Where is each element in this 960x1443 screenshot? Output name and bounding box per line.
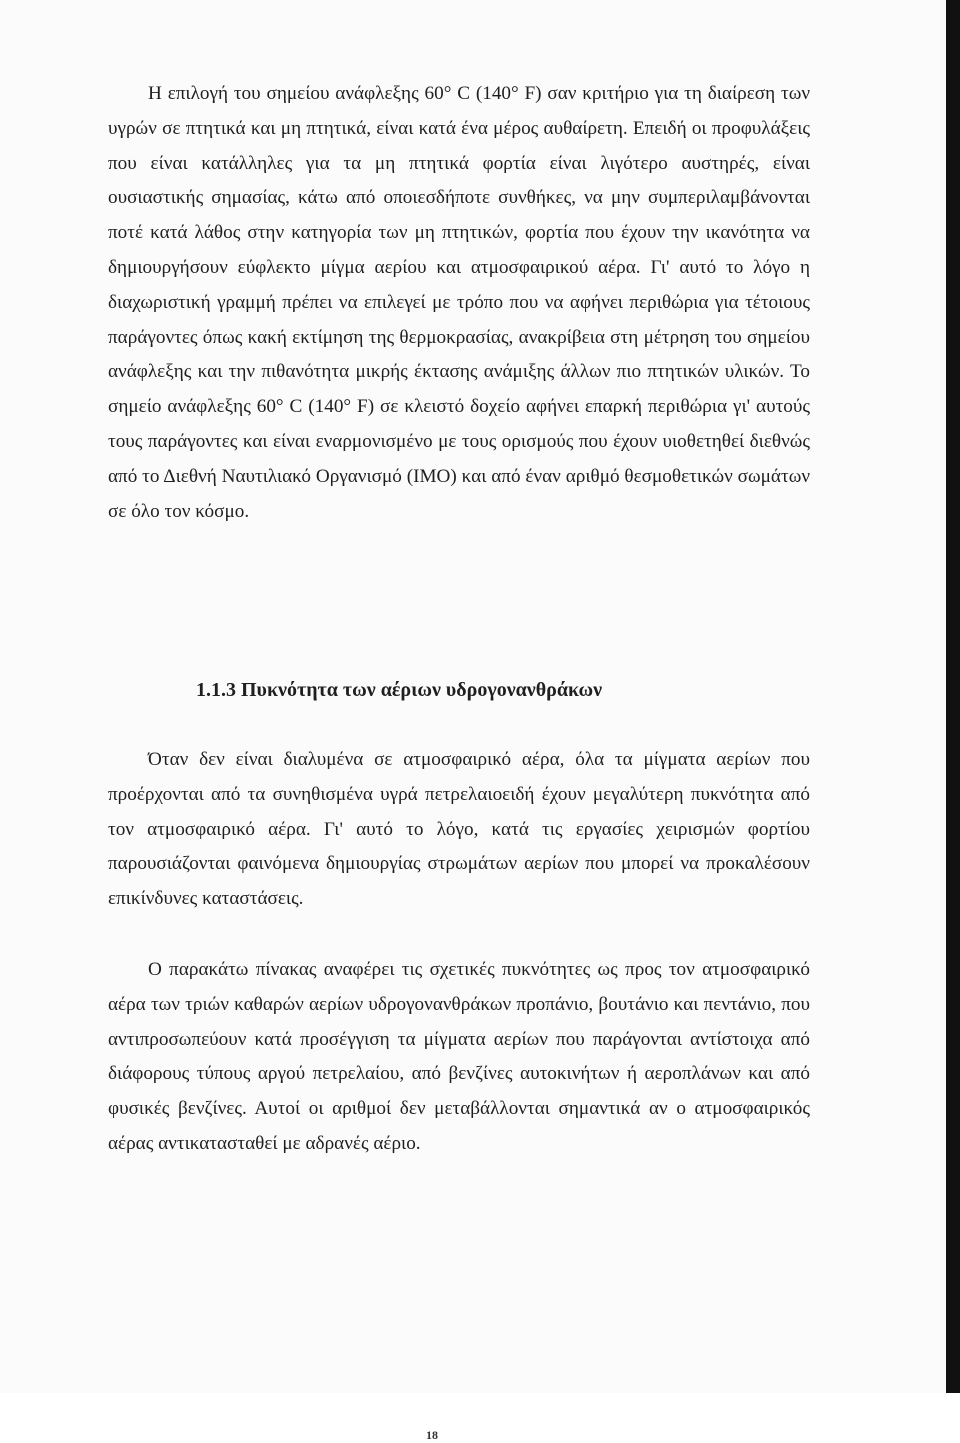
section-heading: 1.1.3 Πυκνότητα των αέριων υδρογονανθράκων	[196, 679, 603, 701]
page-number: 18	[426, 1428, 438, 1442]
paragraph-text: Όταν δεν είναι διαλυμένα σε ατμοσφαιρικό αέρα, όλα τα μίγματα αερίων που προέρχονται από τα συνηθισμένα υγρά πετρελαιοειδή έχουν μεγαλύτερη πυκνότητα από τον ατμοσφαιρικό αέρα. Γι' αυτό το λόγο, κατά τις εργασίες χειρισμών φορτίου παρουσιάζονται φαινόμενα δημιουργίας στρωμάτων αερίων που μπορεί να προκαλέσουν επικίνδυνες καταστάσεις.	[108, 749, 810, 910]
paragraph-gas-density	[108, 743, 810, 917]
scan-border	[946, 0, 960, 1393]
paragraph-density-table-intro	[108, 953, 810, 1162]
paragraph-flash-point	[108, 77, 810, 529]
paragraph-text: Η επιλογή του σημείου ανάφλεξης 60° C (140° F) σαν κριτήριο για τη διαίρεση των υγρών σε πτητικά και μη πτητικά, είναι κατά ένα μέρος αυθαίρετη. Επειδή οι προφυλάξεις που είναι κατάλληλες για τα μη πτητικά φορτία είναι λιγότερο αυστηρές, είναι ουσιαστικής σημασίας, κάτω από οποιεσδήποτε συνθήκες, να μην συμπεριλαμβάνονται ποτέ κατά λάθος στην κατηγορία των μη πτητικών, φορτία που έχουν την ικανότητα να δημιουργήσουν εύφλεκτο μίγμα αερίου και ατμοσφαιρικού αέρα. Γι' αυτό το λόγο η διαχωριστική γραμμή πρέπει να επιλεγεί με τρόπο που να αφήνει περιθώρια για τέτοιους παράγοντες όπως κακή εκτίμηση της θερμοκρασίας, ανακρίβεια στη μέτρηση του σημείου ανάφλεξης και την πιθανότητα μικρής έκτασης ανάμιξης άλλων πιο πτητικών υλικών. Το σημείο ανάφλεξης 60° C (140° F) σε κλειστό δοχείο αφήνει επαρκή περιθώρια γι' αυτούς τους παράγοντες και είναι εναρμονισμένο με τους ορισμούς που έχουν υιοθετηθεί διεθνώς από το Διεθνή Ναυτιλιακό Οργανισμό (ΙΜΟ) και από έναν αριθμό θεσμοθετικών σωμάτων σε όλο τον κόσμο.	[108, 83, 810, 522]
paragraph-text: Ο παρακάτω πίνακας αναφέρει τις σχετικές πυκνότητες ως προς τον ατμοσφαιρικό αέρα των τριών καθαρών αερίων υδρογονανθράκων προπάνιο, βουτάνιο και πεντάνιο, που αντιπροσωπεύουν κατά προσέγγιση τα μίγματα αερίων που παράγονται αντίστοιχα από διάφορους τύπους αργού πετρελαίου, από βενζίνες αυτοκινήτων ή αεροπλάνων και από φυσικές βενζίνες. Αυτοί οι αριθμοί δεν μεταβάλλονται σημαντικά αν ο ατμοσφαιρικός αέρας αντικατασταθεί με αδρανές αέριο.	[108, 959, 810, 1154]
